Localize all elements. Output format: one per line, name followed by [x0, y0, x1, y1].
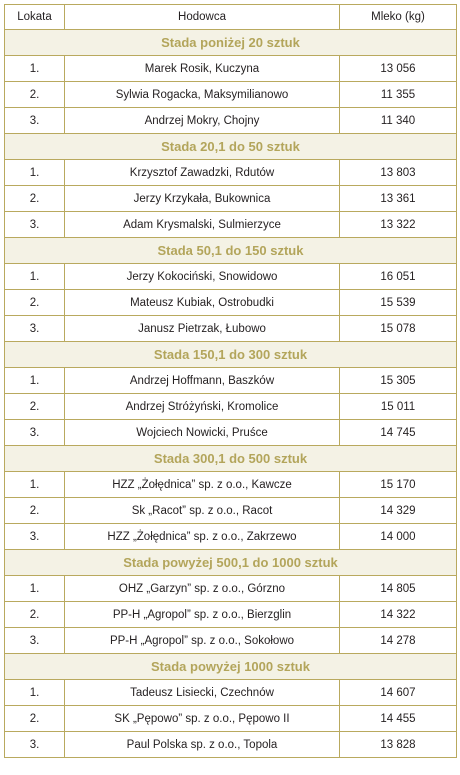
milk-cell: 14 278: [340, 628, 457, 654]
milk-cell: 14 455: [340, 706, 457, 732]
table-row: [5, 680, 457, 706]
rank-cell: 3.: [5, 628, 65, 654]
section-title: Stada 150,1 do 300 sztuk: [5, 342, 457, 368]
table-row: [5, 576, 457, 602]
rank-cell: 1.: [5, 264, 65, 290]
table-row: [5, 160, 457, 186]
section-header-row: [5, 342, 457, 368]
rank-cell: 2.: [5, 498, 65, 524]
section-header-row: [5, 30, 457, 56]
milk-cell: 15 170: [340, 472, 457, 498]
farmer-cell: Andrzej Mokry, Chojny: [65, 108, 340, 134]
milk-cell: 14 329: [340, 498, 457, 524]
milk-cell: 11 340: [340, 108, 457, 134]
table-row: [5, 420, 457, 446]
farmer-cell: HZZ „Żołędnica” sp. z o.o., Kawcze: [65, 472, 340, 498]
rank-cell: 2.: [5, 602, 65, 628]
table-row: [5, 498, 457, 524]
header-farmer: Hodowca: [65, 5, 340, 30]
section-title: Stada poniżej 20 sztuk: [5, 30, 457, 56]
farmer-cell: Adam Krysmalski, Sulmierzyce: [65, 212, 340, 238]
milk-cell: 14 000: [340, 524, 457, 550]
milk-cell: 14 805: [340, 576, 457, 602]
farmer-cell: Sk „Racot” sp. z o.o., Racot: [65, 498, 340, 524]
table-row: [5, 472, 457, 498]
rank-cell: 1.: [5, 576, 65, 602]
table-row: [5, 628, 457, 654]
table-row: [5, 394, 457, 420]
milk-cell: 11 355: [340, 82, 457, 108]
milk-cell: 13 322: [340, 212, 457, 238]
milk-cell: 13 828: [340, 732, 457, 758]
results-body: [5, 30, 457, 758]
farmer-cell: Tadeusz Lisiecki, Czechnów: [65, 680, 340, 706]
rank-cell: 2.: [5, 290, 65, 316]
milk-cell: 15 011: [340, 394, 457, 420]
farmer-cell: Paul Polska sp. z o.o., Topola: [65, 732, 340, 758]
rank-cell: 2.: [5, 82, 65, 108]
rank-cell: 1.: [5, 368, 65, 394]
rank-cell: 3.: [5, 732, 65, 758]
table-row: [5, 108, 457, 134]
section-header-row: [5, 550, 457, 576]
section-title: Stada 20,1 do 50 sztuk: [5, 134, 457, 160]
farmer-cell: HZZ „Żołędnica” sp. z o.o., Zakrzewo: [65, 524, 340, 550]
section-title: Stada 300,1 do 500 sztuk: [5, 446, 457, 472]
rank-cell: 3.: [5, 212, 65, 238]
section-title: Stada powyżej 1000 sztuk: [5, 654, 457, 680]
rank-cell: 2.: [5, 394, 65, 420]
rank-cell: 3.: [5, 316, 65, 342]
milk-cell: 15 078: [340, 316, 457, 342]
header-milk: Mleko (kg): [340, 5, 457, 30]
farmer-cell: Mateusz Kubiak, Ostrobudki: [65, 290, 340, 316]
farmer-cell: Andrzej Stróżyński, Kromolice: [65, 394, 340, 420]
rank-cell: 1.: [5, 680, 65, 706]
farmer-cell: SK „Pępowo” sp. z o.o., Pępowo II: [65, 706, 340, 732]
rank-cell: 3.: [5, 420, 65, 446]
milk-cell: 13 056: [340, 56, 457, 82]
section-header-row: [5, 654, 457, 680]
milk-cell: 14 745: [340, 420, 457, 446]
farmer-cell: Janusz Pietrzak, Łubowo: [65, 316, 340, 342]
farmer-cell: Krzysztof Zawadzki, Rdutów: [65, 160, 340, 186]
farmer-cell: Sylwia Rogacka, Maksymilianowo: [65, 82, 340, 108]
header-rank: Lokata: [5, 5, 65, 30]
rank-cell: 3.: [5, 108, 65, 134]
farmer-cell: OHZ „Garzyn” sp. z o.o., Górzno: [65, 576, 340, 602]
table-row: [5, 706, 457, 732]
table-row: [5, 602, 457, 628]
table-row: [5, 56, 457, 82]
header-row: [5, 5, 457, 30]
farmer-cell: PP-H „Agropol” sp. z o.o., Bierzglin: [65, 602, 340, 628]
farmer-cell: Jerzy Krzykała, Bukownica: [65, 186, 340, 212]
farmer-cell: Wojciech Nowicki, Pruśce: [65, 420, 340, 446]
rank-cell: 1.: [5, 160, 65, 186]
table-row: [5, 290, 457, 316]
milk-cell: 13 361: [340, 186, 457, 212]
section-header-row: [5, 446, 457, 472]
milk-cell: 15 305: [340, 368, 457, 394]
section-title: Stada powyżej 500,1 do 1000 sztuk: [5, 550, 457, 576]
farmer-cell: Andrzej Hoffmann, Baszków: [65, 368, 340, 394]
rank-cell: 3.: [5, 524, 65, 550]
farmer-cell: Marek Rosik, Kuczyna: [65, 56, 340, 82]
milk-cell: 16 051: [340, 264, 457, 290]
section-title: Stada 50,1 do 150 sztuk: [5, 238, 457, 264]
table-row: [5, 212, 457, 238]
table-row: [5, 264, 457, 290]
farmer-cell: PP-H „Agropol” sp. z o.o., Sokołowo: [65, 628, 340, 654]
milk-cell: 15 539: [340, 290, 457, 316]
rank-cell: 2.: [5, 186, 65, 212]
table-row: [5, 316, 457, 342]
rank-cell: 1.: [5, 472, 65, 498]
section-header-row: [5, 238, 457, 264]
table-row: [5, 186, 457, 212]
results-table-container: [4, 4, 456, 758]
rank-cell: 1.: [5, 56, 65, 82]
table-row: [5, 368, 457, 394]
table-row: [5, 732, 457, 758]
milk-cell: 14 322: [340, 602, 457, 628]
table-row: [5, 82, 457, 108]
milk-cell: 14 607: [340, 680, 457, 706]
section-header-row: [5, 134, 457, 160]
farmer-cell: Jerzy Kokociński, Snowidowo: [65, 264, 340, 290]
results-table: [4, 4, 457, 758]
rank-cell: 2.: [5, 706, 65, 732]
table-row: [5, 524, 457, 550]
milk-cell: 13 803: [340, 160, 457, 186]
